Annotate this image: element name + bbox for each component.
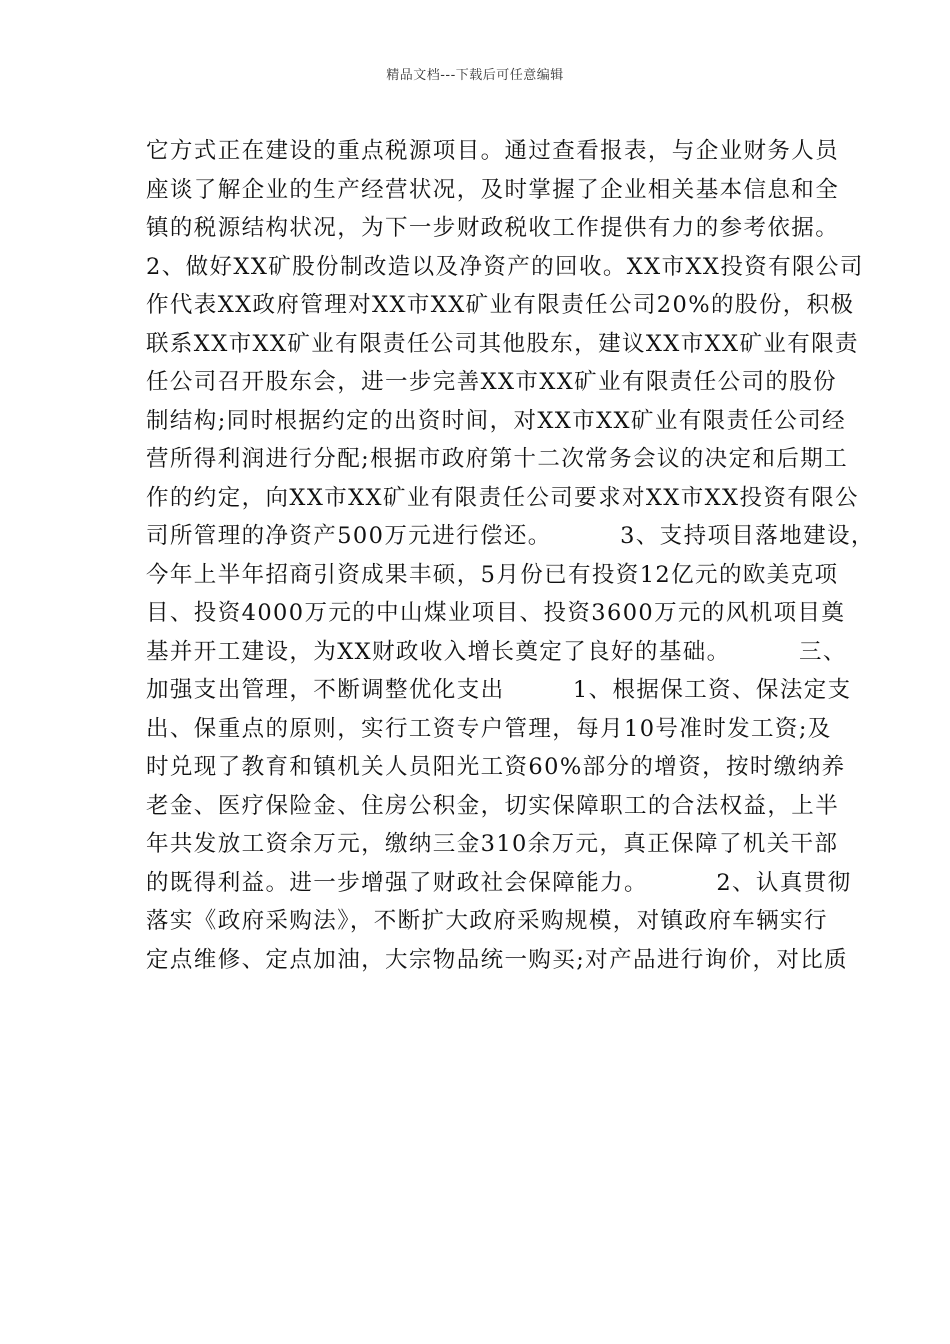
text-line: 加强支出管理，不断调整优化支出 1、根据保工资、保法定支 xyxy=(146,677,852,703)
text-line: 定点维修、定点加油，大宗物品统一购买;对产品进行询价，对比质 xyxy=(146,946,849,973)
text-line: 出、保重点的原则，实行工资专户管理，每月10号准时发工资;及 xyxy=(146,715,832,742)
text-line: 镇的税源结构状况，为下一步财政税收工作提供有力的参考依据。 xyxy=(146,215,840,241)
text-line: 基并开工建设，为XX财政收入增长奠定了良好的基础。 三、 xyxy=(146,638,847,665)
text-line: 今年上半年招商引资成果丰硕，5月份已有投资12亿元的欧美克项 xyxy=(146,561,839,588)
text-line: 年共发放工资余万元，缴纳三金310余万元，真正保障了机关干部 xyxy=(146,831,839,857)
text-line: 目、投资4000万元的中山煤业项目、投资3600万元的风机项目奠 xyxy=(146,600,846,626)
page-header-watermark: 精品文档---下载后可任意编辑 xyxy=(386,68,564,83)
text-line: 的既得利益。进一步增强了财政社会保障能力。 2、认真贯彻 xyxy=(146,869,852,896)
text-line: 联系XX市XX矿业有限责任公司其他股东，建议XX市XX矿业有限责 xyxy=(146,330,859,357)
text-line: 作代表XX政府管理对XX市XX矿业有限责任公司20%的股份，积极 xyxy=(146,292,855,318)
text-line: 它方式正在建设的重点税源项目。通过查看报表，与企业财务人员 xyxy=(146,138,840,164)
text-line: 落实《政府采购法》，不断扩大政府采购规模，对镇政府车辆实行 xyxy=(146,908,828,934)
text-line: 制结构;同时根据约定的出资时间，对XX市XX矿业有限责任公司经 xyxy=(146,407,847,434)
text-line: 作的约定，向XX市XX矿业有限责任公司要求对XX市XX投资有限公 xyxy=(146,484,859,511)
text-line: 营所得利润进行分配;根据市政府第十二次常务会议的决定和后期工 xyxy=(146,446,849,472)
text-line: 2、做好XX矿股份制改造以及净资产的回收。XX市XX投资有限公司 xyxy=(146,253,864,280)
text-line: 司所管理的净资产500万元进行偿还。 3、支持项目落地建设， xyxy=(146,523,875,549)
text-line: 时兑现了教育和镇机关人员阳光工资60%部分的增资，按时缴纳养 xyxy=(146,754,846,780)
text-line: 任公司召开股东会，进一步完善XX市XX矿业有限责任公司的股份 xyxy=(146,369,838,395)
document-body xyxy=(146,132,875,979)
text-line: 座谈了解企业的生产经营状况，及时掌握了企业相关基本信息和全 xyxy=(146,176,840,203)
text-line: 老金、医疗保险金、住房公积金，切实保障职工的合法权益，上半 xyxy=(146,792,840,819)
